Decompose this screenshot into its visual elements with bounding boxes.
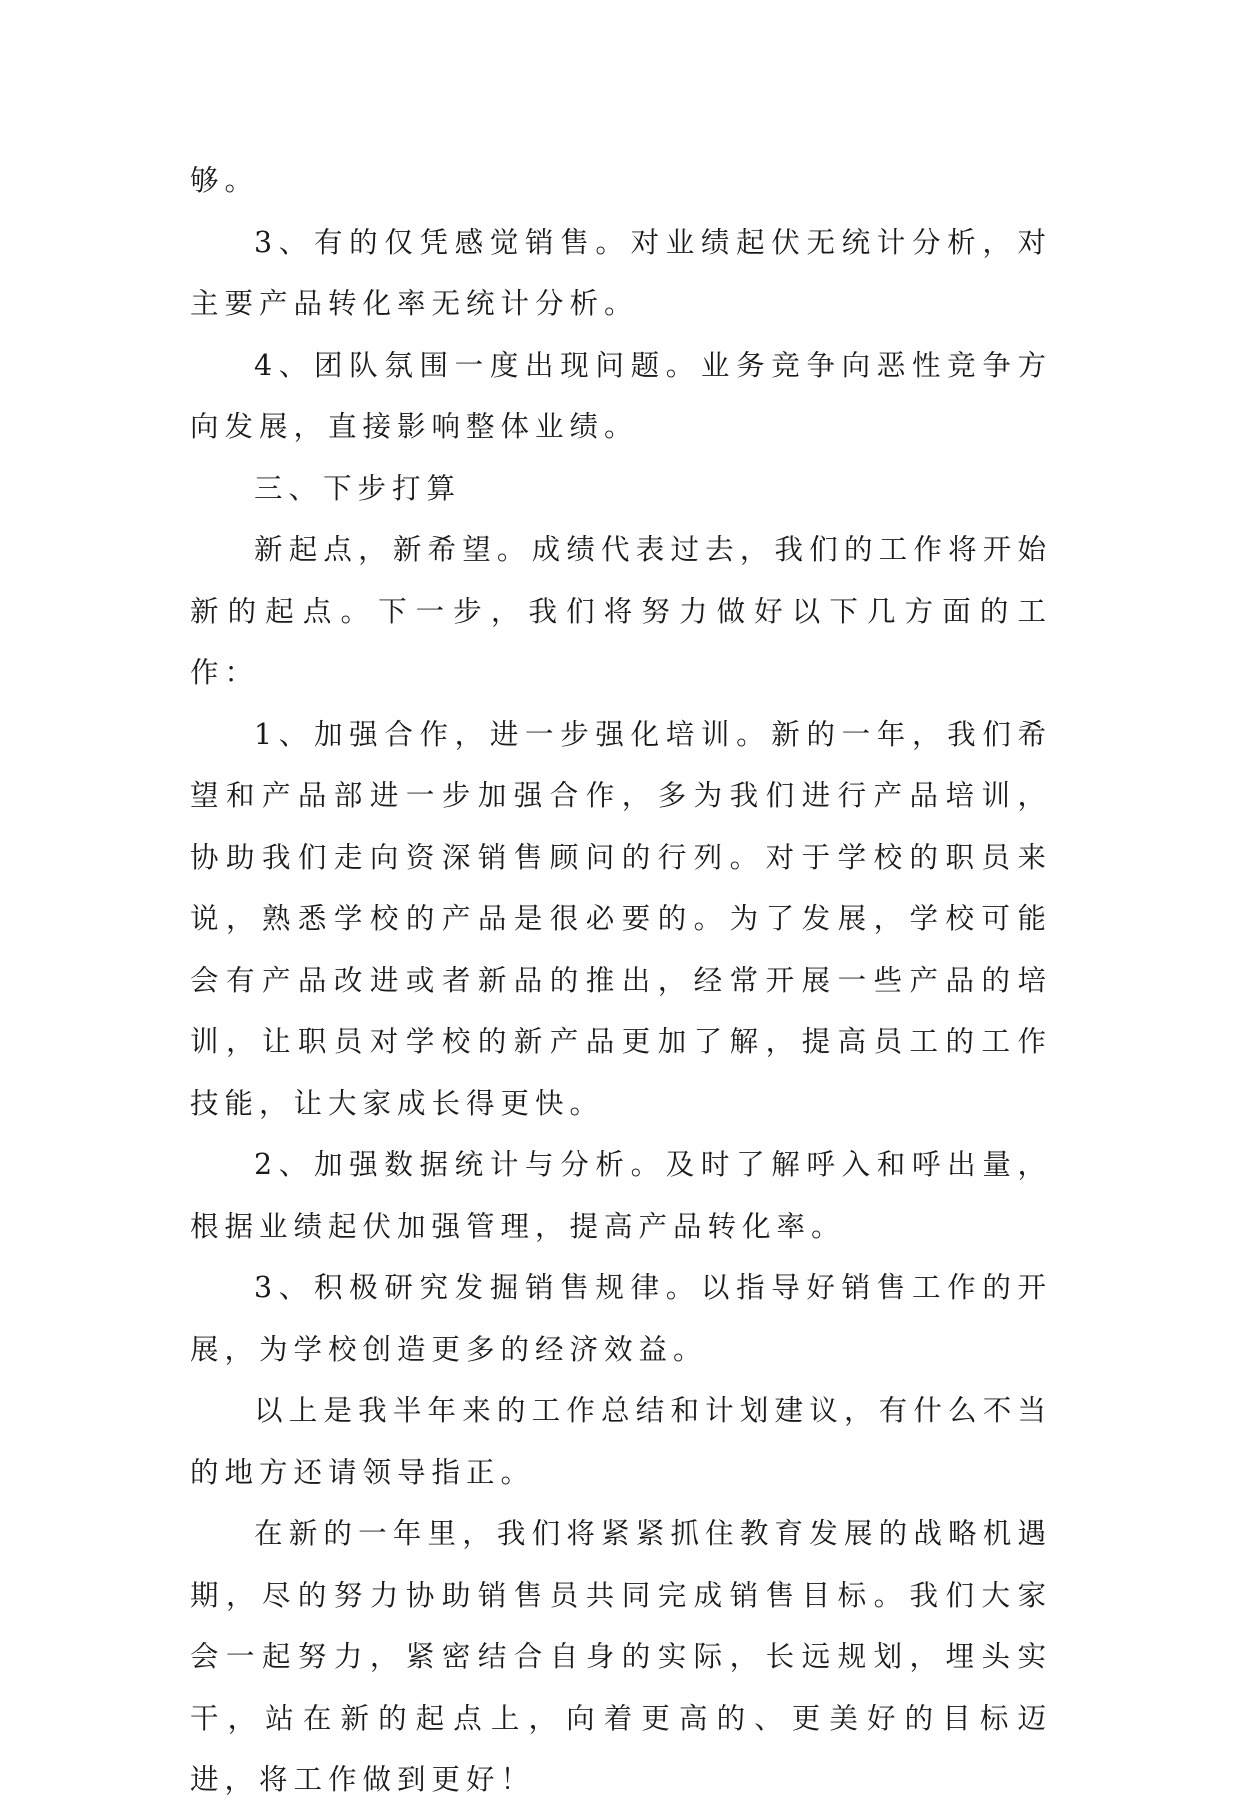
paragraph: 在新的一年里，我们将紧紧抓住教育发展的战略机遇期，尽的努力协助销售员共同完成销售目标。我们大家会一起努力，紧密结合自身的实际，长远规划，埋头实干，站在新的起点上，向着更高的、更美好的目标迈进，将工作做到更好！ <box>190 1517 1052 1796</box>
paragraph: 2、加强数据统计与分析。及时了解呼入和呼出量，根据业绩起伏加强管理，提高产品转化率。 <box>190 1148 1052 1243</box>
document-body <box>190 150 1052 1811</box>
paragraph: 1、加强合作，进一步强化培训。新的一年，我们希望和产品部进一步加强合作，多为我们进行产品培训，协助我们走向资深销售顾问的行列。对于学校的职员来说，熟悉学校的产品是很必要的。为了发展，学校可能会有产品改进或者新品的推出，经常开展一些产品的培训，让职员对学校的新产品更加了解，提高员工的工作技能，让大家成长得更快。 <box>190 717 1052 1120</box>
paragraph: 新起点，新希望。成绩代表过去，我们的工作将开始新的起点。下一步，我们将努力做好以下几方面的工作： <box>190 533 1052 689</box>
paragraph: 4、团队氛围一度出现问题。业务竞争向恶性竞争方向发展，直接影响整体业绩。 <box>190 348 1052 443</box>
paragraph: 3、积极研究发掘销售规律。以指导好销售工作的开展，为学校创造更多的经济效益。 <box>190 1271 1052 1366</box>
paragraph: 够。 <box>190 164 260 197</box>
paragraph: 以上是我半年来的工作总结和计划建议，有什么不当的地方还请领导指正。 <box>190 1394 1052 1489</box>
section-heading: 三、下步打算 <box>254 471 462 505</box>
paragraph: 3、有的仅凭感觉销售。对业绩起伏无统计分析，对主要产品转化率无统计分析。 <box>190 225 1052 320</box>
